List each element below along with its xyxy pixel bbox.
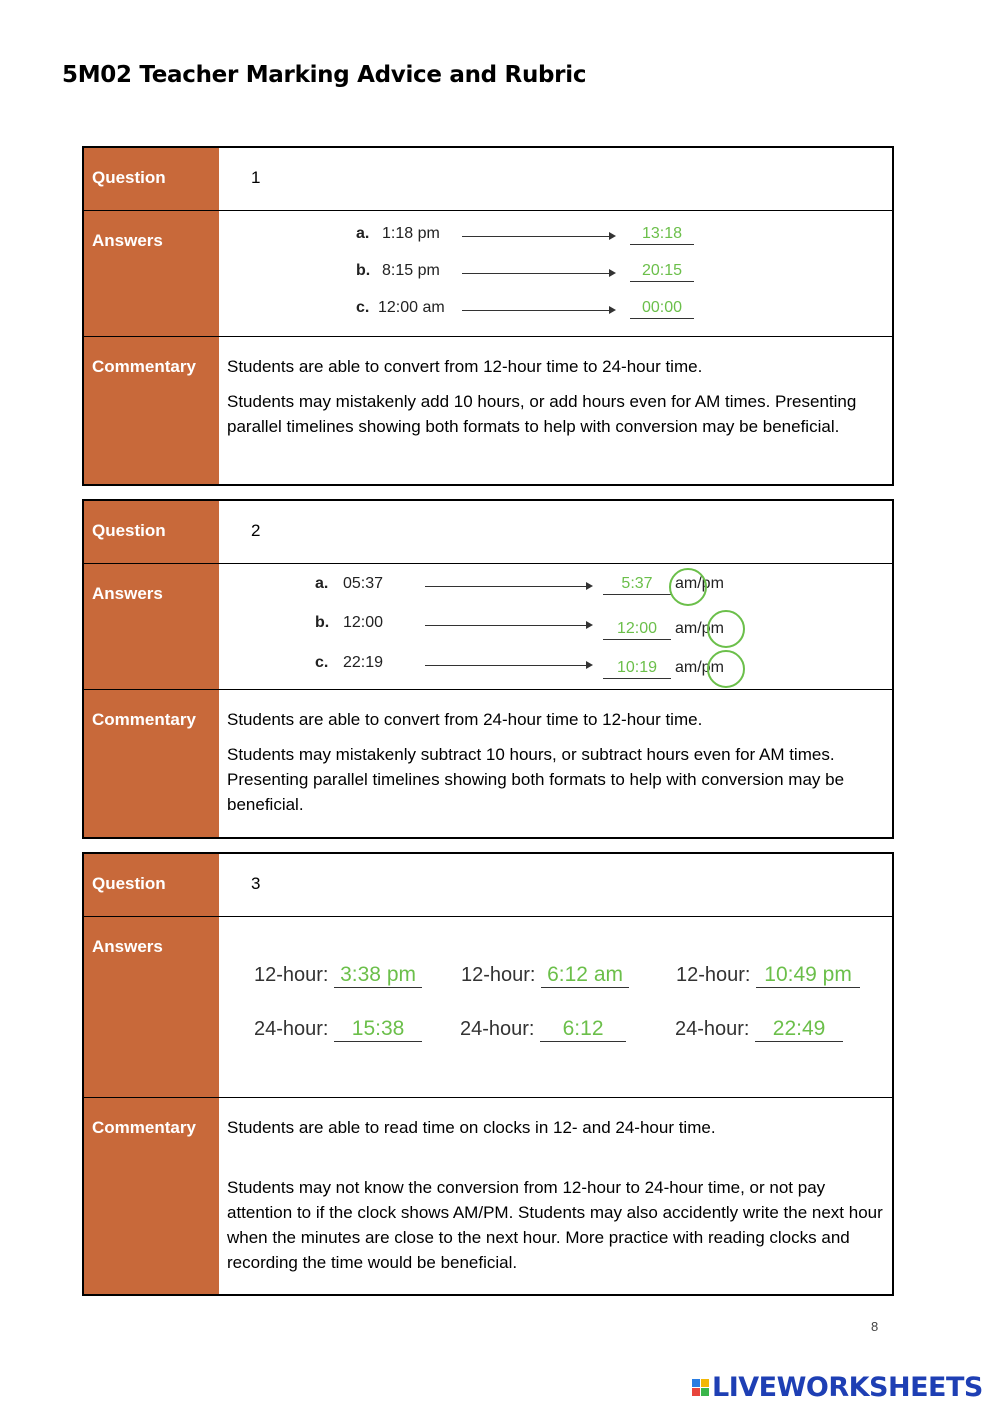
label-12-hour: 12-hour: xyxy=(254,964,329,986)
logo-square xyxy=(692,1388,700,1396)
arrow-icon xyxy=(425,665,591,666)
am-pm-choice: am/pm xyxy=(675,575,724,592)
answer-letter: a. xyxy=(315,575,329,592)
answer-letter: b. xyxy=(315,614,330,631)
commentary-paragraph: Students may not know the conversion from 12-hour to 24-hour time, or not pay attention to if the clock shows AM/PM. Students may also accidently write the next hour when the minutes are close to the next hour. More practice with reading clocks and recording the time would be beneficial. xyxy=(227,1178,883,1272)
page-number: 8 xyxy=(871,1319,879,1334)
liveworksheets-logo[interactable] xyxy=(692,1372,983,1403)
question-row xyxy=(84,148,892,210)
page-title: 5M02 Teacher Marking Advice and Rubric xyxy=(62,62,587,88)
answers-area xyxy=(219,211,892,336)
answer-line xyxy=(356,299,756,323)
clock-24-hour xyxy=(460,1017,626,1042)
logo-square xyxy=(692,1379,700,1387)
commentary-row xyxy=(84,1097,892,1294)
label-24-hour: 24-hour: xyxy=(254,1018,329,1040)
arrow-icon xyxy=(425,586,591,587)
answers-label: Answers xyxy=(84,564,219,689)
commentary-text xyxy=(219,690,892,837)
answer-value: 6:12 am xyxy=(541,963,629,988)
clock-12-hour xyxy=(254,963,422,988)
question-row xyxy=(84,501,892,563)
arrow-icon xyxy=(462,273,614,274)
answer-value: 15:38 xyxy=(334,1017,422,1042)
am-pm-choice: am/pm xyxy=(675,620,724,637)
arrow-icon xyxy=(462,310,614,311)
commentary-paragraph: Students are able to read time on clocks in 12- and 24-hour time. xyxy=(227,1118,716,1137)
given-time: 8:15 pm xyxy=(382,262,440,279)
answer-letter: b. xyxy=(356,262,371,279)
given-time: 22:19 xyxy=(343,654,384,671)
commentary-label: Commentary xyxy=(84,337,219,484)
answer-line xyxy=(315,654,765,678)
answer-value: 12:00 xyxy=(603,620,671,640)
question-row xyxy=(84,854,892,916)
commentary-label: Commentary xyxy=(84,690,219,837)
answers-row xyxy=(84,563,892,689)
given-time: 1:18 pm xyxy=(382,225,440,242)
clock-24-hour xyxy=(675,1017,843,1042)
clock-12-hour xyxy=(676,963,860,988)
commentary-paragraph: Students may mistakenly add 10 hours, or add hours even for AM times. Presenting parallel timelines showing both formats to help with conversion may be beneficial. xyxy=(227,392,857,436)
clock-12-hour xyxy=(461,963,629,988)
question-label: Question xyxy=(84,501,219,563)
answer-value: 22:49 xyxy=(755,1017,843,1042)
answer-line xyxy=(356,262,756,286)
question-number: 3 xyxy=(251,874,261,893)
given-time: 12:00 am xyxy=(378,299,445,316)
answer-value: 13:18 xyxy=(630,225,694,245)
answer-value: 20:15 xyxy=(630,262,694,282)
answers-row xyxy=(84,916,892,1097)
answer-circle-pm xyxy=(707,650,745,688)
commentary-row xyxy=(84,689,892,837)
question-3-block xyxy=(82,852,894,1296)
commentary-text xyxy=(219,337,892,484)
brand-logo-icon xyxy=(692,1379,709,1396)
given-time: 12:00 xyxy=(343,614,384,631)
commentary-paragraph: Students may mistakenly subtract 10 hours, or subtract hours even for AM times. Presenting parallel timelines showing both formats to help with conversion may be beneficial. xyxy=(227,745,845,814)
question-1-block xyxy=(82,146,894,486)
answer-circle-am xyxy=(669,568,707,606)
answers-area xyxy=(219,564,892,689)
answer-value: 6:12 xyxy=(540,1017,626,1042)
answer-line xyxy=(315,614,765,638)
answers-label: Answers xyxy=(84,917,219,1097)
commentary-row xyxy=(84,336,892,484)
answer-value: 5:37 xyxy=(603,575,671,595)
commentary-text xyxy=(219,1098,892,1294)
answer-letter: c. xyxy=(356,299,370,316)
logo-square xyxy=(701,1388,709,1396)
label-24-hour: 24-hour: xyxy=(675,1018,750,1040)
label-12-hour: 12-hour: xyxy=(676,964,751,986)
given-time: 05:37 xyxy=(343,575,384,592)
label-12-hour: 12-hour: xyxy=(461,964,536,986)
commentary-label: Commentary xyxy=(84,1098,219,1294)
answers-area xyxy=(219,917,892,1097)
answers-row xyxy=(84,210,892,336)
arrow-icon xyxy=(425,625,591,626)
logo-square xyxy=(701,1379,709,1387)
am-pm-choice: am/pm xyxy=(675,659,724,676)
answer-letter: c. xyxy=(315,654,329,671)
question-label: Question xyxy=(84,854,219,916)
question-2-block xyxy=(82,499,894,839)
answer-value: 3:38 pm xyxy=(334,963,422,988)
arrow-icon xyxy=(462,236,614,237)
answer-line xyxy=(356,225,756,249)
question-number: 1 xyxy=(251,168,261,187)
answer-circle-pm xyxy=(707,610,745,648)
answer-value: 10:19 xyxy=(603,659,671,679)
commentary-paragraph: Students are able to convert from 24-hour time to 12-hour time. xyxy=(227,710,703,729)
answer-value: 10:49 pm xyxy=(756,963,860,988)
answer-letter: a. xyxy=(356,225,370,242)
question-number: 2 xyxy=(251,521,261,540)
answers-label: Answers xyxy=(84,211,219,336)
question-label: Question xyxy=(84,148,219,210)
answer-value: 00:00 xyxy=(630,299,694,319)
commentary-paragraph: Students are able to convert from 12-hour time to 24-hour time. xyxy=(227,357,703,376)
label-24-hour: 24-hour: xyxy=(460,1018,535,1040)
clock-24-hour xyxy=(254,1017,422,1042)
brand-name: LIVEWORKSHEETS xyxy=(712,1372,983,1403)
